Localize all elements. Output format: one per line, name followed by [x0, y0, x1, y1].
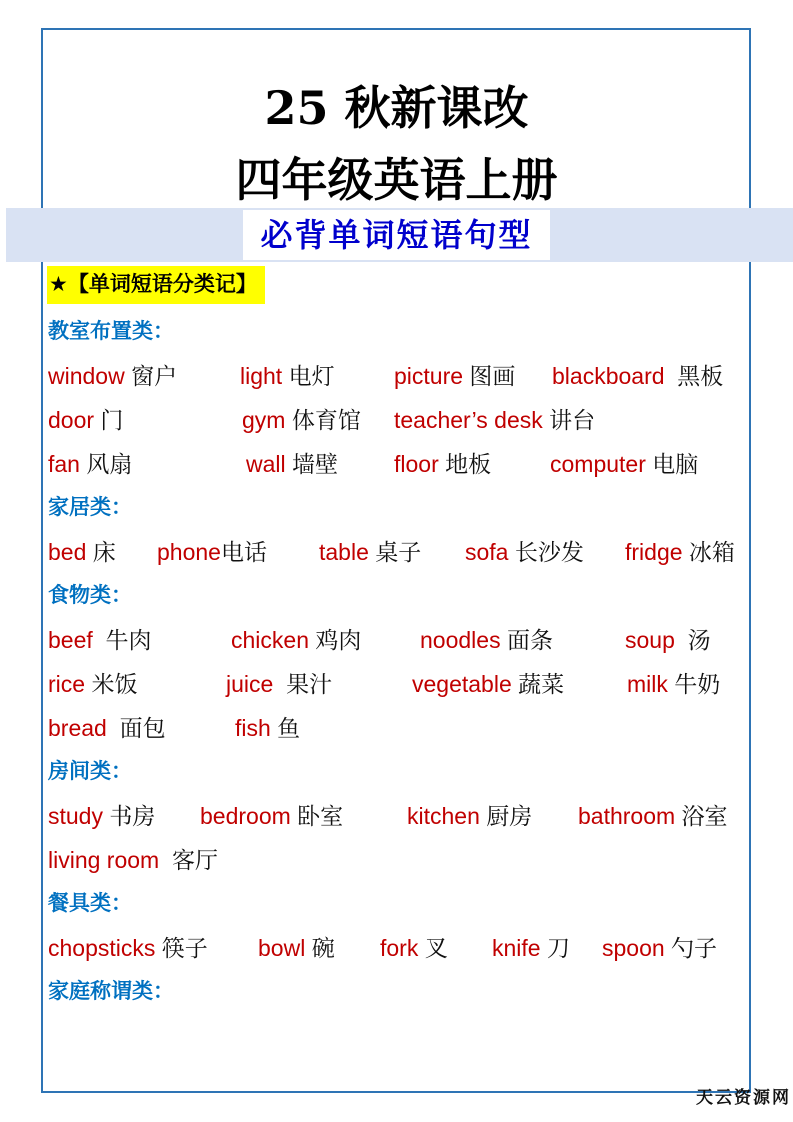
vocab-item	[319, 537, 421, 567]
english-word: light	[240, 363, 283, 389]
english-word: window	[48, 363, 125, 389]
chinese-meaning: 黑板	[664, 363, 724, 389]
english-word: chopsticks	[48, 935, 156, 961]
vocab-item	[240, 361, 335, 391]
vocab-item	[380, 933, 448, 963]
category-heading: 家居类：	[48, 496, 132, 519]
english-word: study	[48, 803, 103, 829]
english-word: blackboard	[552, 363, 665, 389]
chinese-meaning: 勺子	[664, 935, 718, 961]
vocab-item	[48, 405, 123, 435]
vocab-item	[157, 537, 267, 567]
vocab-item	[48, 713, 166, 743]
title-line-1: 25 秋新课改	[264, 81, 529, 135]
english-word: bread	[48, 715, 107, 741]
english-word: juice	[226, 671, 274, 697]
english-word: sofa	[465, 539, 509, 565]
english-word: beef	[48, 627, 93, 653]
chinese-meaning: 地板	[438, 451, 492, 477]
chinese-meaning: 刀	[540, 935, 570, 961]
english-word: fork	[380, 935, 419, 961]
chinese-meaning: 客厅	[159, 847, 218, 873]
chinese-meaning: 冰箱	[682, 539, 735, 565]
vocab-item	[578, 801, 728, 831]
english-word: spoon	[602, 935, 665, 961]
category-heading: 教室布置类：	[48, 320, 174, 343]
chinese-meaning: 风扇	[79, 451, 133, 477]
chinese-meaning: 卧室	[290, 803, 344, 829]
english-word: bedroom	[200, 803, 291, 829]
category-heading: 餐具类：	[48, 892, 132, 915]
vocab-item	[200, 801, 343, 831]
english-word: fridge	[625, 539, 683, 565]
vocab-item	[235, 713, 300, 743]
vocab-item	[48, 669, 137, 699]
vocab-item	[407, 801, 532, 831]
english-word: door	[48, 407, 95, 433]
vocab-item	[48, 801, 155, 831]
chinese-meaning: 汤	[674, 627, 711, 653]
chinese-meaning: 图画	[463, 363, 516, 389]
vocab-item	[625, 625, 711, 655]
chinese-meaning: 筷子	[155, 935, 208, 961]
chinese-meaning: 电灯	[282, 363, 335, 389]
english-word: chicken	[231, 627, 309, 653]
vocab-item	[226, 669, 332, 699]
vocab-item	[258, 933, 335, 963]
vocab-item	[394, 449, 491, 479]
category-heading: 家庭称谓类：	[48, 980, 174, 1003]
chinese-meaning: 床	[86, 539, 116, 565]
vocab-item	[602, 933, 717, 963]
chinese-meaning: 墙壁	[285, 451, 339, 477]
vocab-item	[242, 405, 361, 435]
english-word: table	[319, 539, 369, 565]
vocab-item	[412, 669, 564, 699]
vocab-item	[420, 625, 553, 655]
vocab-item	[627, 669, 720, 699]
english-word: gym	[242, 407, 286, 433]
chinese-meaning: 讲台	[542, 407, 596, 433]
vocab-item	[394, 361, 515, 391]
section-label: ★【单词短语分类记】	[47, 266, 265, 304]
vocab-item	[48, 361, 177, 391]
english-word: bed	[48, 539, 87, 565]
english-word: rice	[48, 671, 86, 697]
vocab-item	[48, 625, 152, 655]
vocab-item	[231, 625, 361, 655]
chinese-meaning: 蔬菜	[511, 671, 565, 697]
english-word: fish	[235, 715, 271, 741]
english-word: bowl	[258, 935, 306, 961]
chinese-meaning: 门	[94, 407, 124, 433]
chinese-meaning: 桌子	[368, 539, 422, 565]
vocab-item	[394, 405, 595, 435]
vocab-item	[552, 361, 723, 391]
english-word: wall	[246, 451, 286, 477]
english-word: living room	[48, 847, 160, 873]
chinese-meaning: 长沙发	[508, 539, 584, 565]
vocab-item	[246, 449, 338, 479]
subtitle: 必背单词短语句型	[243, 210, 550, 260]
chinese-meaning: 书房	[102, 803, 156, 829]
english-word: soup	[625, 627, 675, 653]
chinese-meaning: 米饭	[85, 671, 138, 697]
english-word: knife	[492, 935, 541, 961]
chinese-meaning: 电脑	[645, 451, 699, 477]
vocab-item	[492, 933, 570, 963]
category-heading: 食物类：	[48, 584, 132, 607]
vocab-item	[48, 449, 132, 479]
english-word: floor	[394, 451, 439, 477]
chinese-meaning: 厨房	[479, 803, 533, 829]
watermark: 天云资源网	[696, 1088, 791, 1107]
english-word: vegetable	[412, 671, 512, 697]
chinese-meaning: 窗户	[124, 363, 178, 389]
chinese-meaning: 叉	[418, 935, 448, 961]
chinese-meaning: 面条	[500, 627, 553, 653]
vocab-item	[48, 933, 208, 963]
chinese-meaning: 牛肉	[92, 627, 152, 653]
english-word: phone	[157, 539, 221, 565]
english-word: bathroom	[578, 803, 676, 829]
vocab-item	[48, 845, 218, 875]
english-word: milk	[627, 671, 668, 697]
english-word: picture	[394, 363, 464, 389]
category-heading: 房间类：	[48, 760, 132, 783]
vocab-item	[625, 537, 735, 567]
chinese-meaning: 果汁	[273, 671, 333, 697]
chinese-meaning: 鱼	[270, 715, 301, 741]
chinese-meaning: 浴室	[675, 803, 728, 829]
vocab-item	[550, 449, 698, 479]
chinese-meaning: 电话	[220, 539, 267, 565]
vocab-item	[48, 537, 116, 567]
english-word: kitchen	[407, 803, 480, 829]
chinese-meaning: 碗	[305, 935, 335, 961]
english-word: noodles	[420, 627, 501, 653]
chinese-meaning: 牛奶	[667, 671, 721, 697]
title-line-2: 四年级英语上册	[235, 153, 558, 207]
chinese-meaning: 体育馆	[285, 407, 361, 433]
chinese-meaning: 面包	[106, 715, 166, 741]
vocab-item	[465, 537, 584, 567]
chinese-meaning: 鸡肉	[308, 627, 362, 653]
english-word: fan	[48, 451, 80, 477]
english-word: computer	[550, 451, 646, 477]
english-word: teacher’s desk	[394, 407, 543, 433]
